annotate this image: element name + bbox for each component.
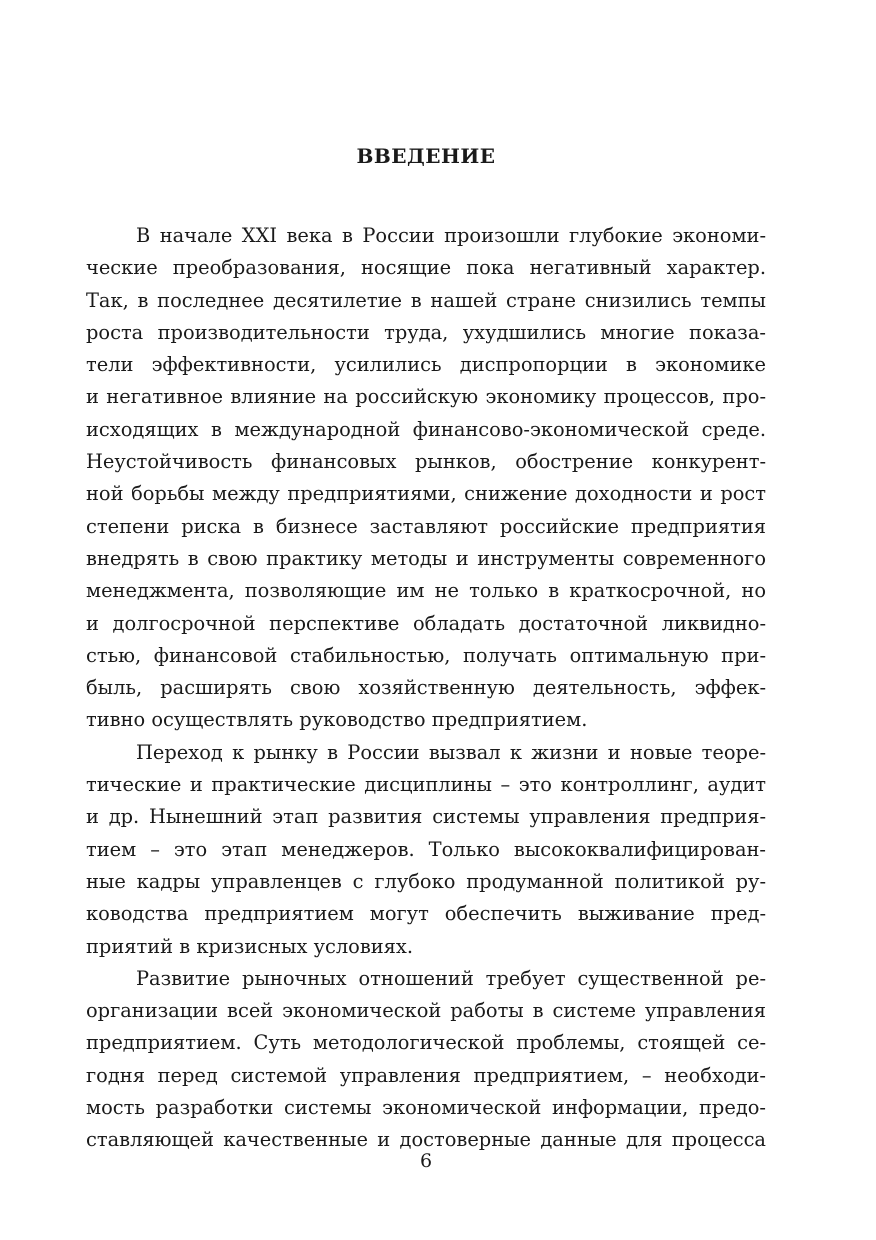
text-line: исходящих в международной финансово-экономической среде. bbox=[86, 417, 766, 441]
text-line: ной борьбы между предприятиями, снижение доходности и рост bbox=[86, 482, 766, 506]
text-line: и негативное влияние на российскую экономику процессов, про- bbox=[86, 385, 766, 409]
page-number: 6 bbox=[419, 1150, 433, 1172]
text-line: и др. Нынешний этап развития системы управления предприя- bbox=[86, 805, 766, 829]
text-line: роста производительности труда, ухудшились многие показа- bbox=[86, 320, 766, 344]
text-line: ческие преобразования, носящие пока негативный характер. bbox=[86, 256, 766, 280]
text-line: Переход к рынку в России вызвал к жизни и новые теоре- bbox=[136, 740, 766, 764]
page-title: ВВЕДЕНИЕ bbox=[356, 144, 496, 168]
text-line: предприятием. Суть методологической проблемы, стоящей се- bbox=[86, 1031, 766, 1055]
text-line: стью, финансовой стабильностью, получать оптимальную при- bbox=[86, 643, 766, 667]
text-line: степени риска в бизнесе заставляют российские предприятия bbox=[86, 514, 766, 538]
text-line: Развитие рыночных отношений требует существенной ре- bbox=[136, 966, 766, 990]
text-line: тические и практические дисциплины – это контроллинг, аудит bbox=[86, 773, 766, 797]
text-line: В начале XXI века в России произошли глубокие экономи- bbox=[136, 224, 766, 247]
text-line: ные кадры управленцев с глубоко продуманной политикой ру- bbox=[86, 869, 766, 893]
text-line: мость разработки системы экономической информации, предо- bbox=[86, 1096, 766, 1120]
text-line: внедрять в свою практику методы и инструменты современного bbox=[86, 546, 766, 570]
text-line: тивно осуществлять руководство предприятием. bbox=[86, 708, 588, 732]
text-line: ководства предприятием могут обеспечить выживание пред- bbox=[86, 902, 766, 926]
text-line: и долгосрочной перспективе обладать достаточной ликвидно- bbox=[86, 611, 766, 635]
text-line: Неустойчивость финансовых рынков, обострение конкурент- bbox=[86, 450, 766, 474]
body-text bbox=[86, 220, 766, 1157]
text-line: годня перед системой управления предприятием, – необходи- bbox=[86, 1063, 766, 1087]
text-line: Так, в последнее десятилетие в нашей стране снизились темпы bbox=[86, 288, 766, 312]
text-line: ставляющей качественные и достоверные данные для процесса bbox=[86, 1128, 766, 1152]
text-line: быль, расширять свою хозяйственную деятельность, эффек- bbox=[86, 676, 766, 700]
text-line: организации всей экономической работы в системе управления bbox=[86, 999, 766, 1023]
text-line: тием – это этап менеджеров. Только высококвалифицирован- bbox=[86, 837, 766, 861]
text-line: приятий в кризисных условиях. bbox=[86, 934, 414, 958]
text-line: менеджмента, позволяющие им не только в краткосрочной, но bbox=[86, 579, 766, 603]
text-line: тели эффективности, усилились диспропорции в экономике bbox=[86, 353, 766, 377]
